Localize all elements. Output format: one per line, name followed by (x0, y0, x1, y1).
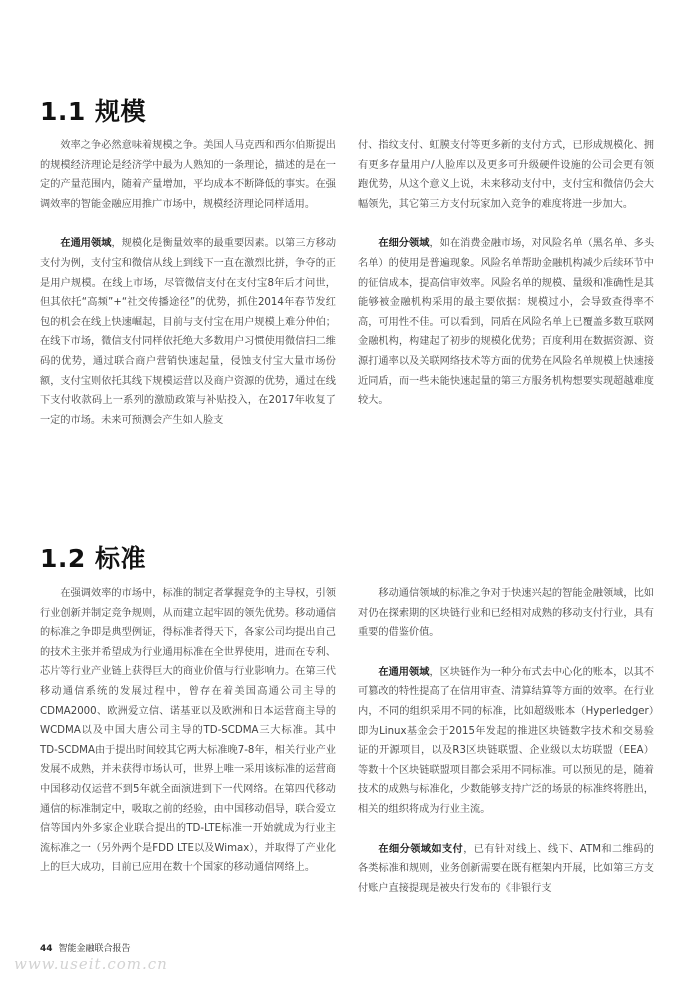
report-title: 智能金融联合报告 (58, 944, 131, 954)
paragraph-body: ，区块链作为一种分布式去中心化的账本，以其不可篡改的特性提高了在信用审查、清算结算等方面的效率。在行业内，不同的组织采用不同的标准，比如超级账本（Hyperledger）即为Linux基金会于2015年发起的推进区块链数字技术和交易验证的开源项目，以及R3区块链联盟、企业级以太坊联盟（EEA）等数十个区块链联盟项目都会采用不同标准。可以预见的是，随着技术的成熟与标准化，少数能够支持广泛的场景的标准终将胜出，相关的组织将成为行业主流。 (358, 666, 655, 815)
paragraph (358, 234, 654, 410)
paragraph (40, 234, 336, 430)
section-heading-standard: 1.2 标准 (40, 544, 146, 573)
lead-phrase: 在通用领域 (378, 666, 430, 678)
section-heading-scale: 1.1 规模 (40, 97, 146, 126)
page-footer (40, 941, 131, 954)
paragraph: 付、指纹支付、虹膜支付等更多新的支付方式，已形成规模化、拥有更多存量用户/人脸库以及更多可升级硬件设施的公司会更有领跑优势，从这个意义上说，未来移动支付中，支付宝和微信仍会大幅领先，其它第三方支付玩家加入竞争的难度将进一步加大。 (358, 140, 654, 210)
lead-phrase: 在细分领域如支付 (378, 843, 464, 855)
paragraph: 移动通信领域的标准之争对于快速兴起的智能金融领域，比如对仍在探索期的区块链行业和已经相对成熟的移动支付行业，具有重要的借鉴价值。 (358, 588, 654, 639)
paragraph-body: ，如在消费金融市场，对风险名单（黑名单、多头名单）的使用是普遍现象。风险名单帮助金融机构减少后续环节中的征信成本，提高信审效率。风险名单的规模、量级和准确性是其能够被金融机构采用的最主要依据：规模过小，会导致查得率不高，可用性不佳。可以看到，同盾在风险名单上已覆盖多数互联网金融机构，构建起了初步的规模化优势；百度利用在数据资源、资源打通率以及关联网络技术等方面的优势在风险名单规模上快速接近同盾，而一些未能快速起量的第三方服务机构想要实现超越难度较大。 (358, 238, 655, 407)
page-number: 44 (40, 944, 53, 954)
watermark: www.useit.com.cn (14, 955, 168, 973)
lead-phrase: 在细分领域 (378, 238, 430, 250)
section-standard-right-column (358, 584, 654, 898)
section-scale-left-column (40, 136, 336, 430)
paragraph: 在强调效率的市场中，标准的制定者掌握竞争的主导权，引领行业创新并制定竞争规则，从而建立起牢固的领先优势。移动通信的标准之争即是典型例证，得标准者得天下，各家公司均提出自己的技术主张并希望成为行业通用标准在全世界使用，进而在专利、芯片等行业产业链上获得巨大的商业价值与行业影响力。在第三代移动通信系统的发展过程中，曾存在着美国高通公司主导的CDMA2000、欧洲爱立信、诺基亚以及欧洲和日本运营商主导的WCDMA以及中国大唐公司主导的TD-SCDMA三大标准。其中TD-SCDMA由于提出时间较其它两大标准晚7-8年，相关行业产业发展不成熟，并未获得市场认可，世界上唯一采用该标准的运营商中国移动仅运营不到5年就全面演进到下一代网络。在第四代移动通信的标准制定中，吸取之前的经验，由中国移动倡导，联合爱立信等国内外多家企业联合提出的TD-LTE标准一开始就成为行业主流标准之一（另外两个是FDD LTE以及Wimax），并取得了产业化上的巨大成功，目前已应用在数十个国家的移动通信网络上。 (40, 588, 336, 874)
paragraph (358, 840, 654, 899)
paragraph (358, 663, 654, 820)
paragraph-body: ，已有针对线上、线下、ATM和二维码的各类标准和规则，业务创新需要在既有框架内开展，比如第三方支付账户直接提现是被央行发布的《非银行支 (358, 843, 654, 894)
section-scale-right-column (358, 136, 654, 411)
paragraph-body: ，规模化是衡量效率的最重要因素。以第三方移动支付为例，支付宝和微信从线上到线下一直在激烈比拼，争夺的正是用户规模。在线上市场，尽管微信支付在支付宝8年后才问世，但其依托“高频”+“社交传播途径”的优势，抓住2014年春节发红包的机会在线上快速崛起，目前与支付宝在用户规模上难分仲伯；在线下市场，微信支付同样依托绝大多数用户习惯使用微信扫二维码的优势，通过联合商户营销快速起量，侵蚀支付宝大量市场份额，支付宝则依托其线下规模运营以及商户资源的优势，通过在线下支付收款码上一系列的激励政策与补贴投入，在2017年收复了一定的市场。未来可预测会产生如人脸支 (40, 238, 337, 426)
lead-phrase: 在通用领域 (60, 238, 112, 250)
paragraph: 效率之争必然意味着规模之争。美国人马克西和西尔伯斯提出的规模经济理论是经济学中最为人熟知的一条理论，描述的是在一定的产量范围内，随着产量增加，平均成本不断降低的事实。在强调效率的智能金融应用推广市场中，规模经济理论同样适用。 (40, 140, 336, 210)
section-standard-left-column (40, 584, 336, 878)
